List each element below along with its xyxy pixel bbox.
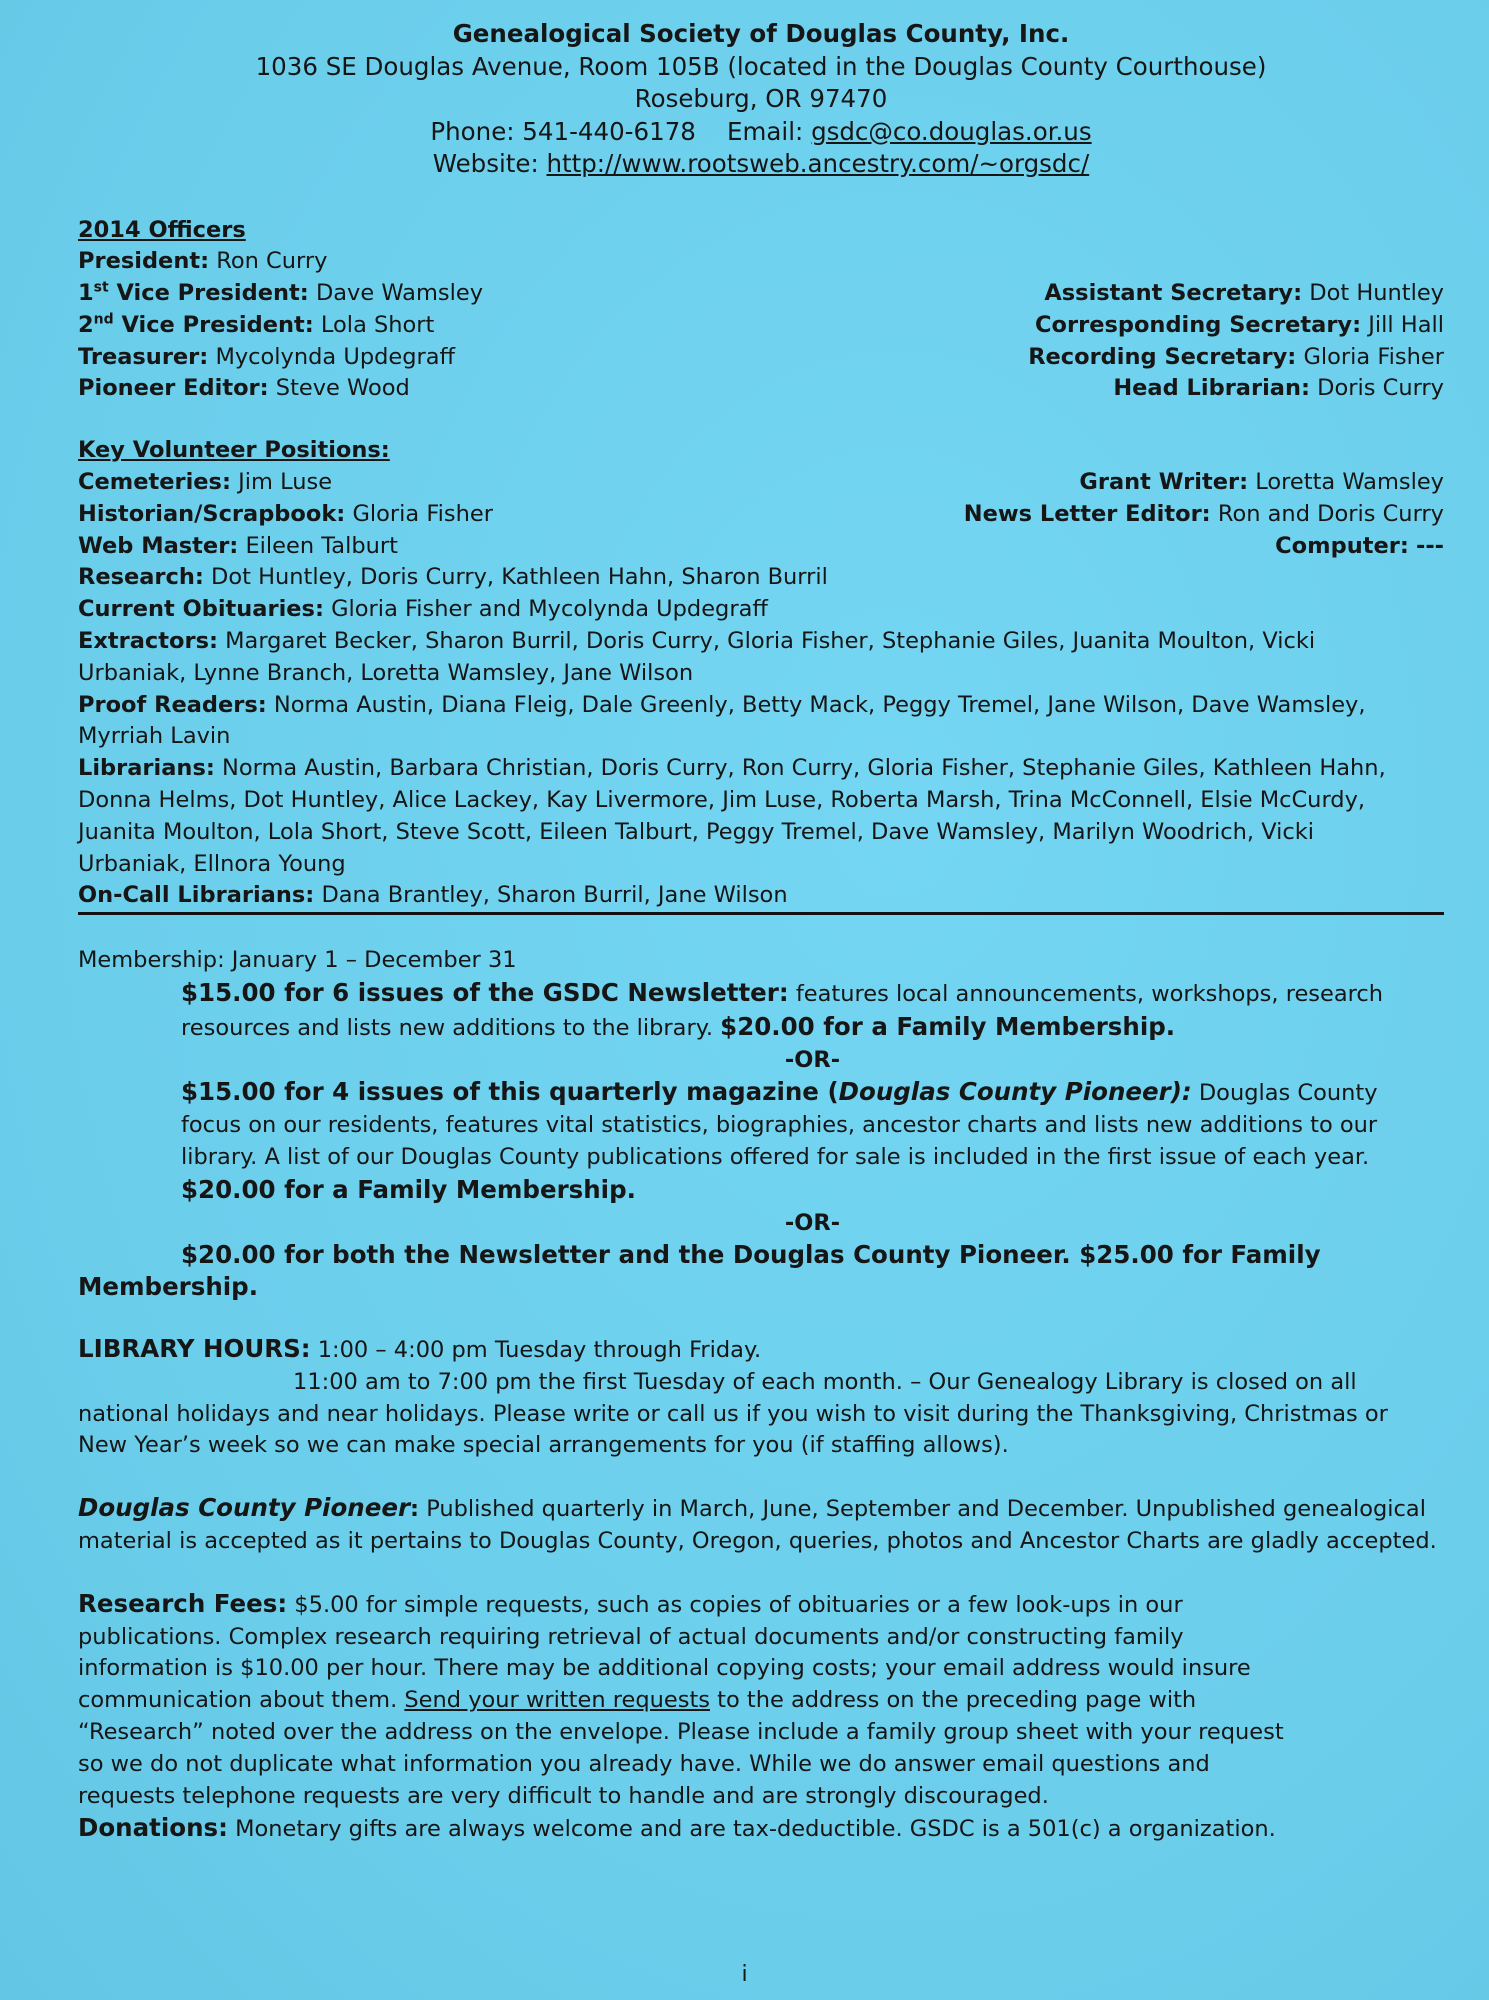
spacer xyxy=(78,1303,1444,1333)
volunteer-name: Gloria Fisher xyxy=(352,500,493,527)
research-fees-title: Research Fees: xyxy=(78,1588,288,1618)
ordinal-number: 1 xyxy=(78,280,94,307)
pioneer-section xyxy=(78,1492,1444,1558)
pioneer-colon: : xyxy=(410,1496,420,1523)
officers-left xyxy=(78,246,483,405)
volunteer-row xyxy=(78,531,1444,563)
volunteer-librarians xyxy=(78,753,1444,880)
officer-name: Gloria Fisher xyxy=(1303,343,1444,370)
officer-title: Treasurer: xyxy=(78,343,209,370)
or-separator: -OR- xyxy=(784,1209,841,1236)
officer-name: Doris Curry xyxy=(1317,375,1444,402)
volunteer-title: Current Obituaries: xyxy=(78,596,324,623)
volunteer-title: Proof Readers: xyxy=(78,691,267,718)
option-text: Douglas County focus on our residents, features vital statistics, biographies, ancestor charts and lists new additions to our library. A list of our Douglas County publications offered for sale is included in the first issue of each year. xyxy=(181,1080,1378,1171)
library-hours-section xyxy=(78,1333,1444,1462)
membership-option-pioneer xyxy=(78,1076,1444,1207)
spacer xyxy=(78,405,1444,435)
contact-line xyxy=(78,116,1444,149)
membership-option-newsletter xyxy=(78,977,1444,1045)
donations-section xyxy=(78,1812,1444,1846)
officer-title: Vice President: xyxy=(113,311,314,338)
volunteer-title: Historian/Scrapbook: xyxy=(78,500,346,527)
volunteer-name: Jim Luse xyxy=(238,469,333,496)
volunteer-extractors xyxy=(78,626,1444,690)
page-number: i xyxy=(741,1962,748,1987)
or-separator: -OR- xyxy=(784,1046,841,1073)
ordinal-suffix: nd xyxy=(93,311,114,328)
volunteer-name: Ron and Doris Curry xyxy=(1217,500,1444,527)
officers-section xyxy=(78,215,1444,406)
ordinal-number: 2 xyxy=(78,311,94,338)
officer-name: Jill Hall xyxy=(1368,311,1444,338)
address-line-1: 1036 SE Douglas Avenue, Room 105B (located in the Douglas County Courthouse) xyxy=(255,51,1267,81)
officer-row xyxy=(1028,373,1444,405)
officer-row xyxy=(78,373,483,405)
officer-row xyxy=(78,342,483,374)
volunteer-names: Dot Huntley, Doris Curry, Kathleen Hahn, Sharon Burril xyxy=(211,564,828,591)
option-price: $20.00 for both the Newsletter and the Douglas County Pioneer. $25.00 for Family xyxy=(181,1240,1321,1270)
volunteer-title: On-Call Librarians: xyxy=(78,882,315,909)
volunteer-title: Web Master: xyxy=(78,532,239,559)
library-hours-line1: 1:00 – 4:00 pm Tuesday through Friday. xyxy=(310,1337,762,1363)
volunteer-obituaries xyxy=(78,594,1444,626)
officer-row xyxy=(1028,278,1444,310)
volunteer-title: Grant Writer: xyxy=(1079,469,1249,496)
volunteers-section xyxy=(78,435,1444,915)
volunteer-names: Dana Brantley, Sharon Burril, Jane Wilson xyxy=(321,882,788,909)
volunteer-name: --- xyxy=(1415,532,1444,559)
officer-title: Pioneer Editor: xyxy=(78,375,269,402)
officers-heading: 2014 Officers xyxy=(78,216,246,243)
volunteer-oncall xyxy=(78,880,1444,912)
option-magazine-name: Douglas County Pioneer): xyxy=(838,1077,1192,1107)
officer-title: Assistant Secretary: xyxy=(1044,280,1303,307)
membership-option-both xyxy=(78,1239,1444,1303)
officer-title: Vice President: xyxy=(108,280,309,307)
research-fees-section xyxy=(78,1588,1444,1813)
volunteer-row xyxy=(78,467,1444,499)
officer-title: Recording Secretary: xyxy=(1028,343,1297,370)
spacer xyxy=(78,1558,1444,1588)
officer-title: Head Librarian: xyxy=(1113,375,1310,402)
volunteer-title: Cemeteries: xyxy=(78,469,231,496)
option-family-price: $20.00 for a Family Membership. xyxy=(720,1011,1176,1041)
officer-row xyxy=(1028,310,1444,342)
library-hours-line2: 11:00 am to 7:00 pm the first Tuesday of each month. – Our Genealogy Library is closed on all national holidays and near holidays. Please write or call us if you wish to visit during the Thanksgiving, Christmas or New Year’s week so we can make special arrangements for you (if staffing allows). xyxy=(78,1368,1388,1459)
volunteer-name: Eileen Talburt xyxy=(245,532,398,559)
research-fees-text-continued: to the address on the preceding page with “Research” noted over the address on the envelope. Please include a family group sheet with your request so we do not duplicate what information you already have. While we do answer email questions and requests telephone requests are very difficult to handle and are strongly discouraged. xyxy=(78,1687,1284,1809)
officer-name: Lola Short xyxy=(320,311,435,338)
email-link[interactable]: gsdc@co.douglas.or.us xyxy=(811,116,1092,146)
donations-title: Donations: xyxy=(78,1813,228,1843)
officer-name: Mycolynda Updegraff xyxy=(215,343,456,370)
officer-title: President: xyxy=(78,248,210,275)
option-price: $15.00 for 6 issues of the GSDC Newsletter: xyxy=(181,978,789,1008)
volunteer-names: Norma Austin, Diana Fleig, Dale Greenly, Betty Mack, Peggy Tremel, Jane Wilson, Dave Wamsley, Myrriah Lavin xyxy=(78,691,1366,750)
volunteers-heading: Key Volunteer Positions: xyxy=(78,437,390,464)
address-line-2: Roseburg, OR 97470 xyxy=(634,84,888,113)
ordinal-suffix: st xyxy=(93,279,109,296)
library-hours-title: LIBRARY HOURS: xyxy=(78,1334,311,1363)
website-label: Website: xyxy=(432,149,539,178)
volunteer-names: Gloria Fisher and Mycolynda Updegraff xyxy=(331,596,768,623)
phone: Phone: 541-440-6178 xyxy=(430,116,696,146)
membership-section xyxy=(78,945,1444,1303)
volunteer-research xyxy=(78,562,1444,594)
pioneer-title: Douglas County Pioneer xyxy=(78,1493,411,1523)
volunteer-title: Computer: xyxy=(1275,532,1409,559)
officer-row xyxy=(1028,342,1444,374)
volunteer-title: Research: xyxy=(78,564,204,591)
society-header xyxy=(78,18,1444,181)
volunteer-proof-readers xyxy=(78,690,1444,754)
option-text: features local announcements, workshops, research resources and lists new additions to the library. xyxy=(181,981,1384,1041)
volunteer-name: Loretta Wamsley xyxy=(1255,469,1444,496)
officer-name: Dave Wamsley xyxy=(315,280,484,307)
org-name: Genealogical Society of Douglas County, Inc. xyxy=(452,19,1070,48)
email-label: Email: xyxy=(727,116,804,146)
officers-right xyxy=(1028,246,1444,405)
officer-row xyxy=(78,278,483,310)
officer-row xyxy=(78,310,483,342)
volunteer-row xyxy=(78,499,1444,531)
donations-text: Monetary gifts are always welcome and are tax-deductible. GSDC is a 501(c) a organization. xyxy=(227,1816,1276,1843)
website-link[interactable]: http://www.rootsweb.ancestry.com/~orgsdc/ xyxy=(546,149,1090,178)
website-line xyxy=(78,148,1444,181)
officer-row xyxy=(78,246,483,278)
option-price: $15.00 for 4 issues of this quarterly magazine ( xyxy=(181,1077,839,1107)
officer-name: Steve Wood xyxy=(275,375,410,402)
volunteer-title: Librarians: xyxy=(78,755,215,782)
officer-title: Corresponding Secretary: xyxy=(1035,311,1362,338)
membership-intro: Membership: January 1 – December 31 xyxy=(78,947,517,974)
pioneer-text: Published quarterly in March, June, September and December. Unpublished genealogical material is accepted as it pertains to Douglas County, Oregon, queries, photos and Ancestor Charts are gladly accepted. xyxy=(78,1496,1437,1554)
volunteer-names: Norma Austin, Barbara Christian, Doris Curry, Ron Curry, Gloria Fisher, Stephanie Giles, Kathleen Hahn, Donna Helms, Dot Huntley, Alice Lackey, Kay Livermore, Jim Luse, Roberta Marsh, Trina McConnell, Elsie McCurdy, Juanita Moulton, Lola Short, Steve Scott, Eileen Talburt, Peggy Tremel, Dave Wamsley, Marilyn Woodrich, Vicki Urbaniak, Ellnora Young xyxy=(78,755,1386,877)
option-family-price: $20.00 for a Family Membership. xyxy=(181,1174,636,1204)
officer-name: Dot Huntley xyxy=(1309,280,1444,307)
officer-name: Ron Curry xyxy=(216,248,328,275)
written-requests-link[interactable]: Send your written requests xyxy=(404,1687,710,1714)
document-content xyxy=(78,18,1444,1846)
option-price-continued: Membership. xyxy=(78,1272,259,1302)
volunteer-title: Extractors: xyxy=(78,628,218,655)
section-divider xyxy=(78,912,1444,915)
spacer xyxy=(78,1462,1444,1492)
volunteer-names: Margaret Becker, Sharon Burril, Doris Curry, Gloria Fisher, Stephanie Giles, Juanita Moulton, Vicki Urbaniak, Lynne Branch, Loretta Wamsley, Jane Wilson xyxy=(78,628,1316,686)
volunteer-title: News Letter Editor: xyxy=(963,500,1211,527)
research-fees-text: $5.00 for simple requests, such as copies of obituaries or a few look-ups in our publications. Complex research requiring retrieval of actual documents and/or constructing family information is $10.00 per hour. There may be additional copying costs; your email address would insure communication about them. xyxy=(78,1591,1251,1714)
